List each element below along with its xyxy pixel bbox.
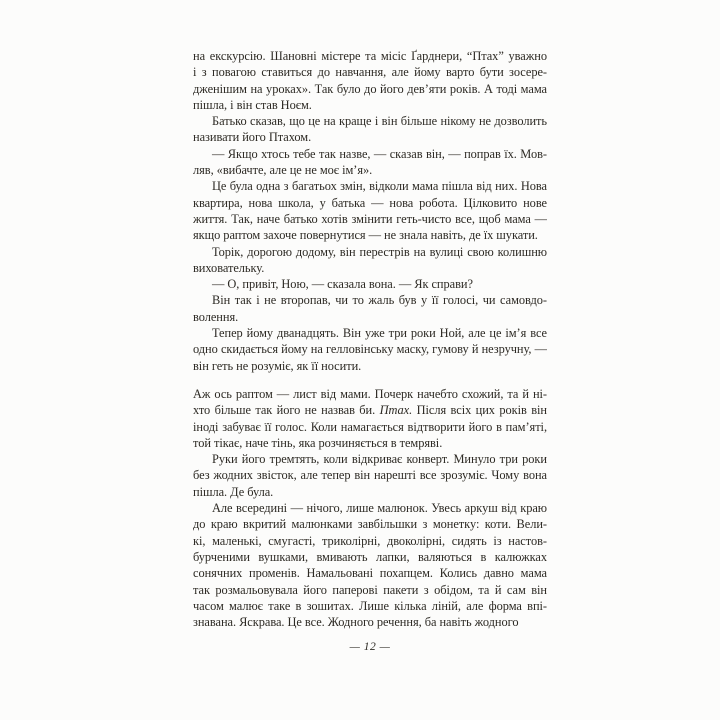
- paragraph: [193, 276, 547, 292]
- text-line: виховательку.: [193, 260, 265, 275]
- text-line: він геть не розуміє, як її носити.: [193, 358, 362, 373]
- text-line: Тепер йому дванадцять. Він уже три роки Ной, але це ім’я все: [212, 326, 547, 341]
- text-line: до краю вкритий малюнками завбільшки з монетку: коти. Вели-: [193, 517, 547, 532]
- italic-text: Птах.: [379, 403, 413, 418]
- text-line: бурченими вушками, вмивають лапки, валяються в калюжках: [193, 549, 547, 564]
- paragraph: [193, 48, 547, 113]
- text-line: пішла. Де була.: [193, 484, 274, 499]
- text-line: — Якщо хтось тебе так назве, — сказав він, — поправ їх. Мов-: [212, 146, 547, 161]
- text-line: так розмальовувала його паперові пакети з обідом, та й сам він: [193, 582, 547, 597]
- paragraph: [193, 292, 547, 325]
- text-line: Торік, дорогою додому, він перестрів на вулиці свою колишню: [212, 244, 547, 259]
- text-line: іноді забуває її голос. Коли намагається відтворити його в пам’яті,: [193, 419, 547, 434]
- paragraph: [193, 146, 547, 179]
- text-line: пішла, і він став Ноєм.: [193, 97, 312, 112]
- text-line: часом малює таке в зошитах. Лише кілька ліній, але форма впі-: [193, 598, 547, 613]
- paragraph: [193, 244, 547, 277]
- text-line: життя. Так, наче батько хотів змінити геть-чисто все, щоб мама —: [193, 211, 547, 226]
- text-line: Він так і не второпав, чи то жаль був у її голосі, чи самовдо-: [212, 293, 547, 308]
- paragraph: [193, 451, 547, 500]
- text-line: Руки його тремтять, коли відкриває конверт. Минуло три роки: [212, 452, 547, 467]
- paragraph: [193, 113, 547, 146]
- text-line: називати його Птахом.: [193, 130, 312, 145]
- text-line: дженішим на уроках». Так було до його дев’яти років. А тоді мама: [193, 81, 547, 96]
- paragraph: [193, 386, 547, 451]
- text-line: і з повагою ставиться до навчання, але йому варто бути зосере-: [193, 65, 547, 80]
- text-line: той тікає, наче тінь, яка розчиняється в темряві.: [193, 435, 443, 450]
- text-line: одно скидається йому на гелловінську маску, гумову й незручну, —: [193, 342, 547, 357]
- text-line: — О, привіт, Ною, — сказала вона. — Як справи?: [212, 277, 473, 292]
- text-line: волення.: [193, 309, 239, 324]
- text-line: хто більше так його не назвав би. Птах. Після всіх цих років він: [193, 403, 547, 418]
- text-line: ляв, «вибачте, але це не моє ім’я».: [193, 163, 373, 178]
- page-footer: [193, 641, 547, 653]
- text-line: Але всередині — нічого, лише малюнок. Увесь аркуш від краю: [212, 501, 547, 516]
- text-line: Батько сказав, що це на краще і він більше нікому не дозволить: [212, 114, 547, 129]
- text-line: Це була одна з багатьох змін, відколи мама пішла від них. Нова: [212, 179, 547, 194]
- paragraph: [193, 178, 547, 243]
- text-line: Аж ось раптом — лист від мами. Почерк начебто схожий, та й ні-: [193, 386, 547, 401]
- text-line: знавана. Яскрава. Це все. Жодного речення, ба навіть жодного: [193, 615, 519, 630]
- text-line: якщо раптом захоче повернутися — не знала навіть, де їх шукати.: [193, 228, 538, 243]
- text-line: без жодних звісток, але тепер він нарешті все зрозуміє. Чому вона: [193, 468, 547, 483]
- text-line: сонячних променів. Намальовані похапцем. Колись давно мама: [193, 566, 547, 581]
- text-line: кі, маленькі, смугасті, триколірні, двоколірні, сидять із настов-: [193, 533, 547, 548]
- text-line: на екскурсію. Шановні містере та місіс Ґарднери, “Птах” уважно: [193, 49, 547, 63]
- paragraph: [193, 325, 547, 374]
- text-line: квартира, нова школа, у батька — нова робота. Цілковито нове: [193, 195, 547, 210]
- text-block: [193, 48, 547, 630]
- paragraph: [193, 500, 547, 630]
- page-number: — 12 —: [349, 641, 391, 653]
